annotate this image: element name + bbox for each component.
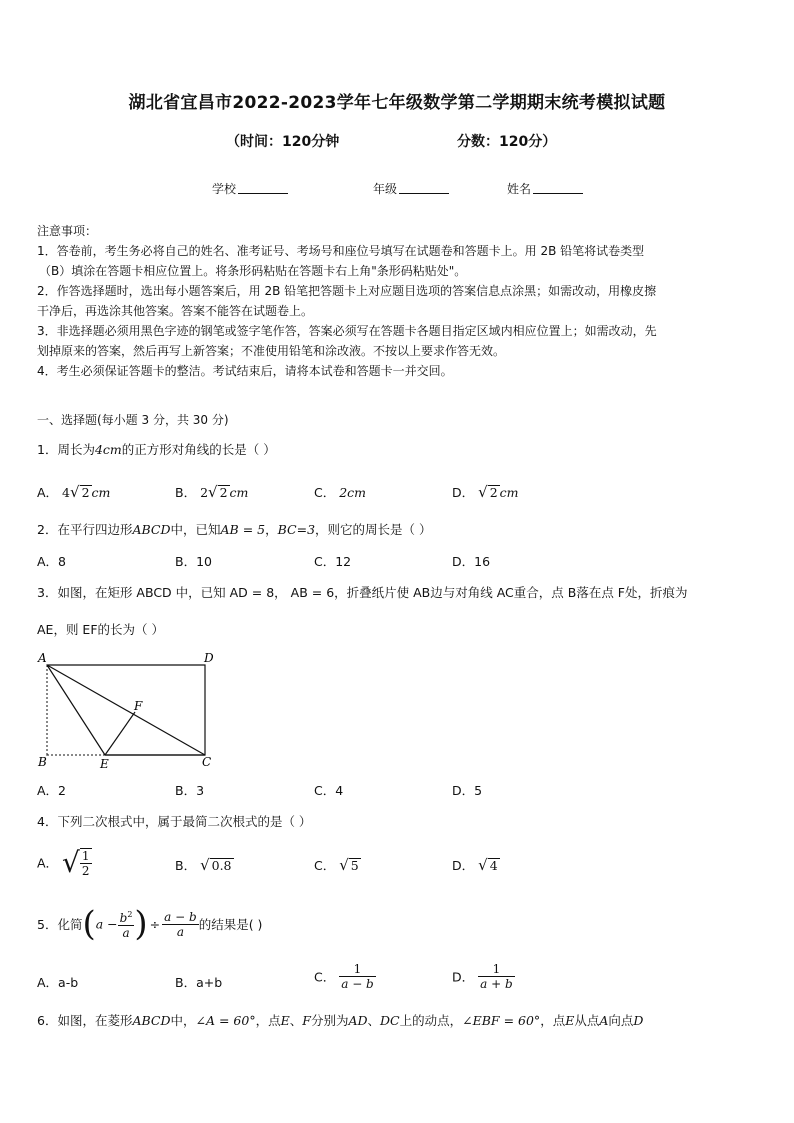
q1-option-a[interactable]: [37, 483, 110, 501]
label-c: C: [202, 755, 212, 769]
q6-math: F: [302, 1013, 311, 1028]
q6-text: ，点: [540, 1013, 566, 1028]
radicand: 0.8: [211, 858, 232, 873]
unit: cm: [229, 485, 249, 500]
q1-text-end: 的正方形对角线的长是（ ）: [121, 442, 276, 457]
denominator: 2: [81, 863, 90, 878]
option-label: C．: [314, 485, 336, 500]
notes-line: （B）填涂在答题卡相应位置上。将条形码粘贴在答题卡右上角"条形码粘贴处"。: [39, 264, 467, 278]
q2-option-c[interactable]: C．12: [314, 554, 352, 569]
question-3-line2: AE，则 EF的长为（ ）: [37, 622, 164, 637]
coef: 2: [200, 485, 209, 500]
q1-option-b[interactable]: [175, 483, 248, 501]
q3-option-d[interactable]: D．5: [452, 783, 483, 798]
fraction: [478, 962, 515, 991]
question-6: [37, 1011, 643, 1029]
radical-icon: √: [200, 856, 210, 874]
q4-option-a[interactable]: [37, 846, 92, 879]
unit: cm: [499, 485, 519, 500]
page-title: 湖北省宜昌市2022-2023学年七年级数学第二学期期末统考模拟试题: [128, 93, 666, 113]
q5-text: 的结果是( ): [198, 917, 263, 932]
q2-option-b[interactable]: B．10: [175, 554, 212, 569]
q6-text: 分别为: [310, 1013, 349, 1028]
label-e: E: [100, 757, 109, 771]
numerator: a − b: [164, 909, 197, 924]
grade-field[interactable]: [373, 180, 449, 197]
label-a: A: [38, 651, 47, 665]
option-label: B．: [175, 485, 197, 500]
option-label: C．: [314, 969, 336, 985]
q5-math: a −: [95, 916, 118, 932]
notes-line: 4．考生必须保证答题卡的整洁。考试结束后，请将本试卷和答题卡一并交回。: [37, 364, 453, 378]
notes-line: 划掉原来的答案，然后再写上新答案；不准使用铅笔和涂改液。不按以上要求作答无效。: [37, 344, 506, 358]
q2-text: ，则它的周长是（ ）: [315, 522, 432, 537]
q5-text: 5．化简: [37, 917, 83, 932]
numerator: 1: [478, 962, 515, 977]
q6-math: DC: [380, 1013, 400, 1028]
q2-math: AB = 5: [220, 522, 266, 537]
radicand: 5: [350, 858, 359, 873]
q5-option-d[interactable]: [452, 962, 515, 991]
name-label: 姓名: [507, 182, 532, 196]
option-label: C．: [314, 858, 336, 873]
q1-option-d[interactable]: [452, 483, 519, 501]
q1-math: 4cm: [94, 442, 122, 457]
radical-icon: √: [478, 856, 488, 874]
q4-option-b[interactable]: [175, 856, 234, 874]
q6-math: ABCD: [132, 1013, 171, 1028]
q6-math: A: [599, 1013, 609, 1028]
q2-option-a[interactable]: A．8: [37, 554, 67, 569]
q6-text: 从点: [574, 1013, 600, 1028]
fraction-amb-over-a: [162, 910, 199, 939]
q3-option-a[interactable]: A．2: [37, 783, 67, 798]
q6-text: 6．如图，在菱形: [37, 1013, 133, 1028]
q1-option-c[interactable]: [314, 483, 366, 501]
coef: 4: [62, 485, 70, 500]
b: b: [119, 911, 128, 925]
numerator: [118, 908, 135, 926]
denominator: a − b: [341, 977, 374, 991]
numerator: 1: [81, 848, 90, 863]
notes-line: 干净后，再选涂其他答案。答案不能答在试题卷上。: [37, 304, 314, 318]
grade-label: 年级: [373, 182, 398, 196]
radical-icon: √: [478, 483, 488, 501]
value: 2cm: [339, 485, 367, 500]
denominator: a + b: [480, 977, 513, 991]
school-label: 学校: [212, 182, 237, 196]
rectangle-figure: [30, 648, 230, 773]
radical-icon: √: [70, 483, 80, 501]
question-5: [37, 904, 262, 944]
q6-text: 中，: [170, 1013, 196, 1028]
radicand: 2: [219, 485, 228, 500]
q4-option-d[interactable]: [452, 856, 500, 874]
exponent: 2: [127, 910, 133, 919]
q6-text: 、: [367, 1013, 381, 1028]
name-blank[interactable]: [533, 181, 583, 194]
option-label: B．: [175, 858, 197, 873]
diagonal-ac: [47, 665, 205, 755]
question-1: [37, 440, 276, 458]
school-field[interactable]: [212, 180, 288, 197]
option-label: D．: [452, 969, 475, 985]
q6-text: 向点: [608, 1013, 634, 1028]
notes-line: 2．作答选择题时，选出每小题答案后，用 2B 铅笔把答题卡上对应题目选项的答案信息点涂黑；如需改动，用橡皮擦: [37, 284, 657, 298]
q6-math: ∠A = 60°: [195, 1013, 256, 1028]
q6-math: E: [565, 1013, 575, 1028]
unit: cm: [91, 485, 111, 500]
q2-text: 中，已知: [170, 522, 221, 537]
radicand: 4: [489, 858, 498, 873]
q6-math: E: [280, 1013, 290, 1028]
divide-sign: ÷: [149, 916, 161, 932]
exam-score: 分数：120分）: [457, 134, 557, 150]
q3-option-b[interactable]: B．3: [175, 783, 205, 798]
section-heading: 一、选择题(每小题 3 分，共 30 分): [37, 413, 229, 427]
option-label: D．: [452, 485, 475, 500]
q6-math: D: [633, 1013, 644, 1028]
q6-text: 上的动点，: [399, 1013, 463, 1028]
label-b: B: [38, 755, 47, 769]
exam-time: （时间：120分钟: [226, 134, 340, 150]
q2-option-d[interactable]: D．16: [452, 554, 491, 569]
question-3-line1: 3．如图，在矩形 ABCD 中，已知 AD = 8， AB = 6，折叠纸片使 AB边与对角线 AC重合，点 B落在点 F处，折痕为: [37, 585, 688, 600]
notes-section: [37, 221, 657, 381]
notes-heading: 注意事项：: [37, 224, 98, 238]
q5-option-c[interactable]: [314, 962, 376, 991]
denominator: a: [122, 926, 130, 940]
q3-option-c[interactable]: C．4: [314, 783, 344, 798]
q6-math: ∠EBF = 60°: [462, 1013, 541, 1028]
q6-text: 、: [289, 1013, 303, 1028]
radicand: 2: [489, 485, 498, 500]
fraction-b2-over-a: [118, 908, 135, 940]
q2-text: ，: [265, 522, 278, 537]
name-field[interactable]: [507, 180, 583, 197]
q5-option-b[interactable]: B．a+b: [175, 975, 223, 990]
radical-icon: √: [62, 846, 80, 879]
option-label: A．: [37, 485, 59, 500]
radicand: 2: [81, 485, 90, 500]
left-paren: (: [82, 904, 96, 944]
q6-text: ，点: [255, 1013, 281, 1028]
radical-icon: √: [339, 856, 349, 874]
radical-icon: √: [208, 483, 218, 501]
notes-line: 3．非选择题必须用黑色字迹的钢笔或签字笔作答，答案必须写在答题卡各题目指定区域内相应位置上；如需改动，先: [37, 324, 657, 338]
label-f: F: [134, 699, 143, 713]
grade-blank[interactable]: [399, 181, 449, 194]
q4-option-c[interactable]: [314, 856, 361, 874]
q6-math: AD: [348, 1013, 368, 1028]
q2-text: 2．在平行四边形: [37, 522, 133, 537]
q1-text: 1．周长为: [37, 442, 95, 457]
option-label: D．: [452, 858, 475, 873]
right-paren: ): [134, 904, 148, 944]
fraction: [339, 962, 376, 991]
label-d: D: [204, 651, 214, 665]
school-blank[interactable]: [238, 181, 288, 194]
q2-math: BC=3: [277, 522, 316, 537]
radicand-box: [80, 848, 92, 878]
notes-line: 1．答卷前，考生务必将自己的姓名、准考证号、考场号和座位号填写在试题卷和答题卡上。用 2B 铅笔将试卷类型: [37, 244, 645, 258]
q5-option-a[interactable]: A．a-b: [37, 975, 79, 990]
numerator: 1: [339, 962, 376, 977]
option-label: A．: [37, 855, 59, 871]
q2-math: ABCD: [132, 522, 171, 537]
question-4: 4．下列二次根式中，属于最简二次根式的是（ ）: [37, 814, 312, 829]
question-2: [37, 520, 432, 538]
fraction: [80, 849, 92, 878]
segment-ef: [105, 712, 135, 755]
denominator: a: [176, 924, 184, 939]
fold-ae: [47, 665, 105, 755]
